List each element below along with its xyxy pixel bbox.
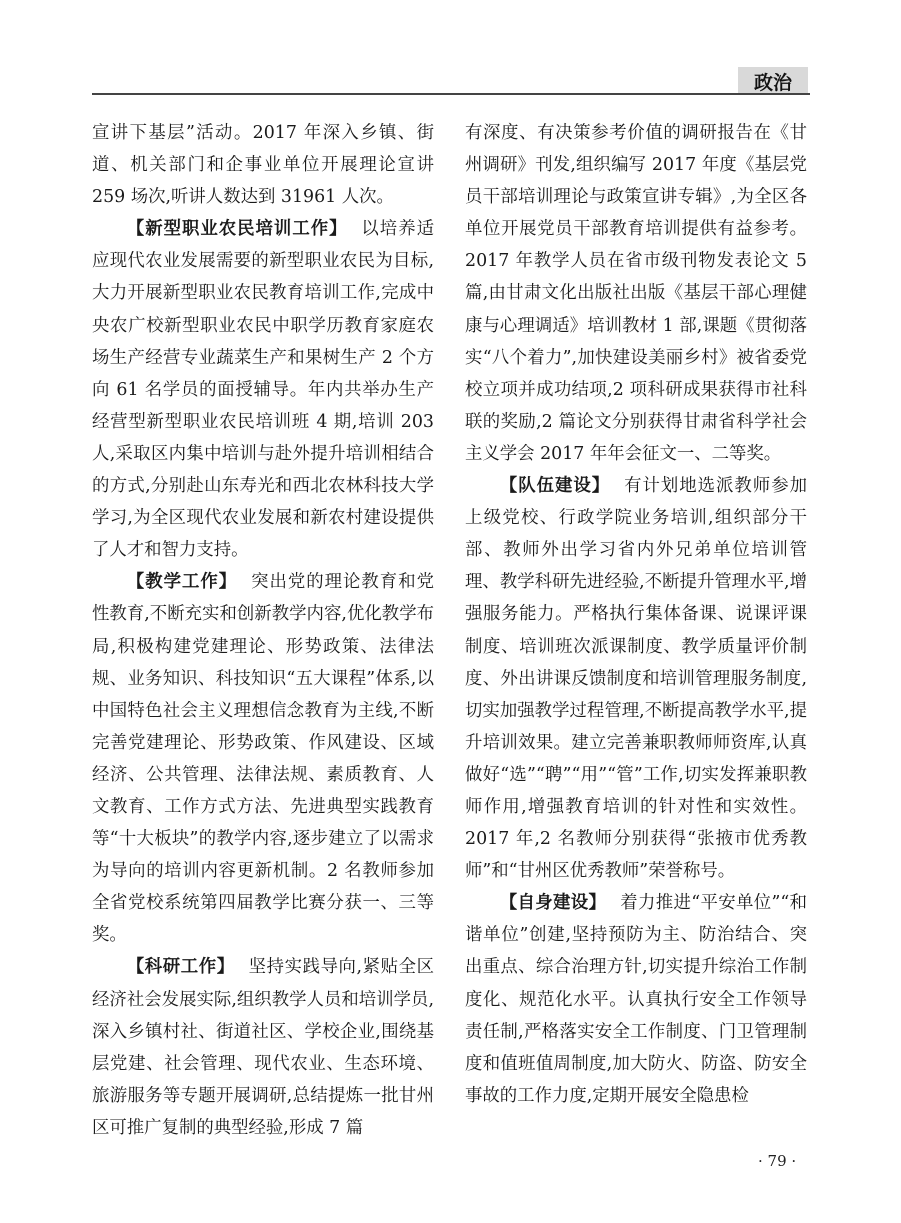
- page-number: · 79 ·: [758, 1152, 797, 1170]
- section-heading: 【自身建设】: [499, 893, 607, 914]
- paragraph-body: 着力推进“平安单位”“和谐单位”创建,坚持预防为主、防治结合、突出重点、综合治理方针,切实提升综治工作制度化、规范化水平。认真执行安全工作领导责任制,严格落实安全工作制度、门卫管理制度和值班值周制度,加大防火、防盗、防安全事故的工作力度,定期开展安全隐患检: [465, 893, 807, 1106]
- paragraph: [465, 117, 807, 470]
- section-heading: 【科研工作】: [126, 957, 235, 978]
- section-heading: 【新型职业农民培训工作】: [126, 219, 348, 240]
- paragraph: [465, 887, 807, 1112]
- paragraph-body: 有深度、有决策参考价值的调研报告在《甘州调研》刊发,组织编写 2017 年度《基层党员干部培训理论与政策宣讲专辑》,为全区各单位开展党员干部教育培训提供有益参考。2017 年教学人员在省市级刊物发表论文 5 篇,由甘肃文化出版社出版《基层干部心理健康与心理调适》培训教材 1 部,课题《贯彻落实“八个着力”,加快建设美丽乡村》被省委党校立项并成功结项,2 项科研成果获得市社科联的奖励,2 篇论文分别获得甘肃省科学社会主义学会 2017 年年会征文一、二等奖。: [465, 123, 807, 464]
- paragraph: [92, 951, 434, 1144]
- section-tab: 政治: [738, 67, 808, 95]
- header-rule: [92, 93, 810, 95]
- paragraph-body: 有计划地选派教师参加上级党校、行政学院业务培训,组织部分干部、教师外出学习省内外兄弟单位培训管理、教学科研先进经验,不断提升管理水平,增强服务能力。严格执行集体备课、说课评课制度、培训班次派课制度、教学质量评价制度、外出讲课反馈制度和培训管理服务制度,切实加强教学过程管理,不断提高教学水平,提升培训效果。建立完善兼职教师师资库,认真做好“选”“聘”“用”“管”工作,切实发挥兼职教师作用,增强教育培训的针对性和实效性。2017 年,2 名教师分别获得“张掖市优秀教师”和“甘州区优秀教师”荣誉称号。: [465, 476, 807, 882]
- left-column: [92, 117, 434, 1144]
- paragraph-body: 宣讲下基层”活动。2017 年深入乡镇、街道、机关部门和企事业单位开展理论宣讲 259 场次,听讲人数达到 31961 人次。: [92, 123, 434, 208]
- section-heading: 【教学工作】: [126, 572, 238, 593]
- paragraph: [92, 117, 434, 213]
- paragraph-body: 突出党的理论教育和党性教育,不断充实和创新教学内容,优化教学布局,积极构建党建理论、形势政策、法律法规、业务知识、科技知识“五大课程”体系,以中国特色社会主义理想信念教育为主线,不断完善党建理论、形势政策、作风建设、区域经济、公共管理、法律法规、素质教育、人文教育、工作方式方法、先进典型实践教育等“十大板块”的教学内容,逐步建立了以需求为导向的培训内容更新机制。2 名教师参加全省党校系统第四届教学比赛分获一、三等奖。: [92, 572, 434, 946]
- paragraph: [92, 213, 434, 566]
- paragraph: [92, 566, 434, 951]
- paragraph-body: 坚持实践导向,紧贴全区经济社会发展实际,组织教学人员和培训学员,深入乡镇村社、街道社区、学校企业,围绕基层党建、社会管理、现代农业、生态环境、旅游服务等专题开展调研,总结提炼一批甘州区可推广复制的典型经验,形成 7 篇: [92, 957, 434, 1138]
- paragraph: [465, 470, 807, 887]
- section-heading: 【队伍建设】: [499, 476, 611, 497]
- paragraph-body: 以培养适应现代农业发展需要的新型职业农民为目标,大力开展新型职业农民教育培训工作,完成中央农广校新型职业农民中职学历教育家庭农场生产经营专业蔬菜生产和果树生产 2 个方向 61 名学员的面授辅导。年内共举办生产经营型新型职业农民培训班 4 期,培训 203 人,采取区内集中培训与赴外提升培训相结合的方式,分别赴山东寿光和西北农林科技大学学习,为全区现代农业发展和新农村建设提供了人才和智力支持。: [92, 219, 434, 561]
- right-column: [465, 117, 807, 1112]
